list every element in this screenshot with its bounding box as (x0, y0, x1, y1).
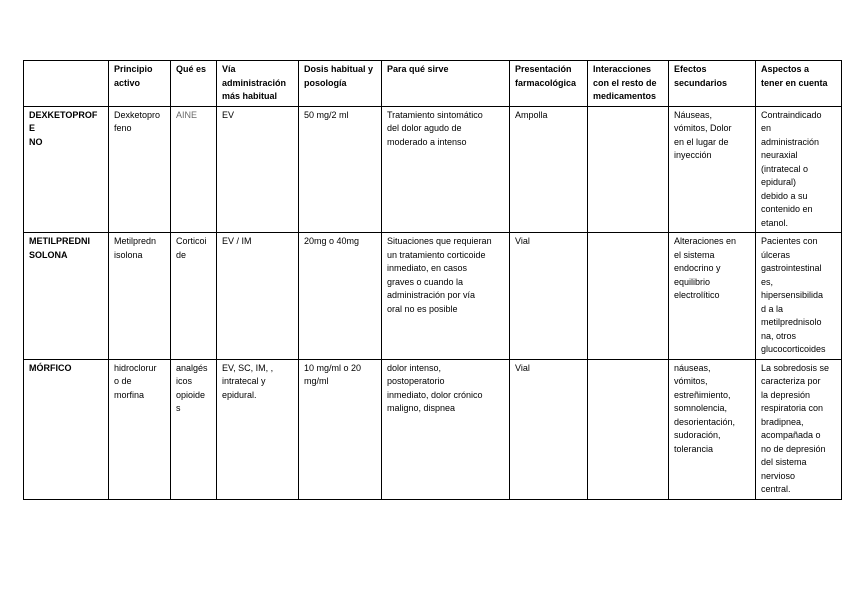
dosis-cell: 20mg o 40mg (299, 233, 382, 360)
via-cell: EV, SC, IM, , intratecal y epidural. (217, 359, 299, 499)
que-es-cell: analgés icos opioide s (171, 359, 217, 499)
drug-name-cell: MÓRFICO (24, 359, 109, 499)
interacciones-cell (588, 106, 669, 233)
presentacion-cell: Vial (510, 233, 588, 360)
dosis-cell: 10 mg/ml o 20 mg/ml (299, 359, 382, 499)
efectos-cell: náuseas, vómitos, estreñimiento, somnolencia, desorientación, sudoración, tolerancia (669, 359, 756, 499)
presentacion-cell: Ampolla (510, 106, 588, 233)
header-interacciones: Interacciones con el resto de medicamentos (588, 61, 669, 107)
header-aspectos: Aspectos a tener en cuenta (756, 61, 842, 107)
header-via-administracion: Vía administración más habitual (217, 61, 299, 107)
drug-table (23, 60, 842, 500)
header-presentacion: Presentación farmacológica (510, 61, 588, 107)
table-row (24, 233, 842, 360)
header-row (24, 61, 842, 107)
efectos-cell: Náuseas, vómitos, Dolor en el lugar de inyección (669, 106, 756, 233)
header-efectos: Efectos secundarios (669, 61, 756, 107)
via-cell: EV / IM (217, 233, 299, 360)
que-es-cell: Corticoi de (171, 233, 217, 360)
principio-activo-cell: hidroclorur o de morfina (109, 359, 171, 499)
header-blank (24, 61, 109, 107)
interacciones-cell (588, 233, 669, 360)
presentacion-cell: Vial (510, 359, 588, 499)
efectos-cell: Alteraciones en el sistema endocrino y equilibrio electrolítico (669, 233, 756, 360)
table-row (24, 359, 842, 499)
que-es-cell: AINE (171, 106, 217, 233)
aspectos-cell: Pacientes con úlceras gastrointestinal es, hipersensibilida d a la metilprednisolo na, otros glucocorticoides (756, 233, 842, 360)
para-que-cell: dolor intenso, postoperatorio inmediato, dolor crónico maligno, dispnea (382, 359, 510, 499)
table-row (24, 106, 842, 233)
drug-name-cell: METILPREDNI SOLONA (24, 233, 109, 360)
drug-name-cell: DEXKETOPROFE NO (24, 106, 109, 233)
para-que-cell: Situaciones que requieran un tratamiento corticoide inmediato, en casos graves o cuando la administración por vía oral no es posible (382, 233, 510, 360)
para-que-cell: Tratamiento sintomático del dolor agudo de moderado a intenso (382, 106, 510, 233)
principio-activo-cell: Metilpredn isolona (109, 233, 171, 360)
via-cell: EV (217, 106, 299, 233)
interacciones-cell (588, 359, 669, 499)
header-que-es: Qué es (171, 61, 217, 107)
header-principio-activo: Principio activo (109, 61, 171, 107)
header-dosis: Dosis habitual y posología (299, 61, 382, 107)
aspectos-cell: La sobredosis se caracteriza por la depresión respiratoria con bradipnea, acompañada o no de depresión del sistema nervioso central. (756, 359, 842, 499)
header-para-que-sirve: Para qué sirve (382, 61, 510, 107)
dosis-cell: 50 mg/2 ml (299, 106, 382, 233)
aspectos-cell: Contraindicado en administración neuraxial (intratecal o epidural) debido a su contenido en etanol. (756, 106, 842, 233)
principio-activo-cell: Dexketopro feno (109, 106, 171, 233)
